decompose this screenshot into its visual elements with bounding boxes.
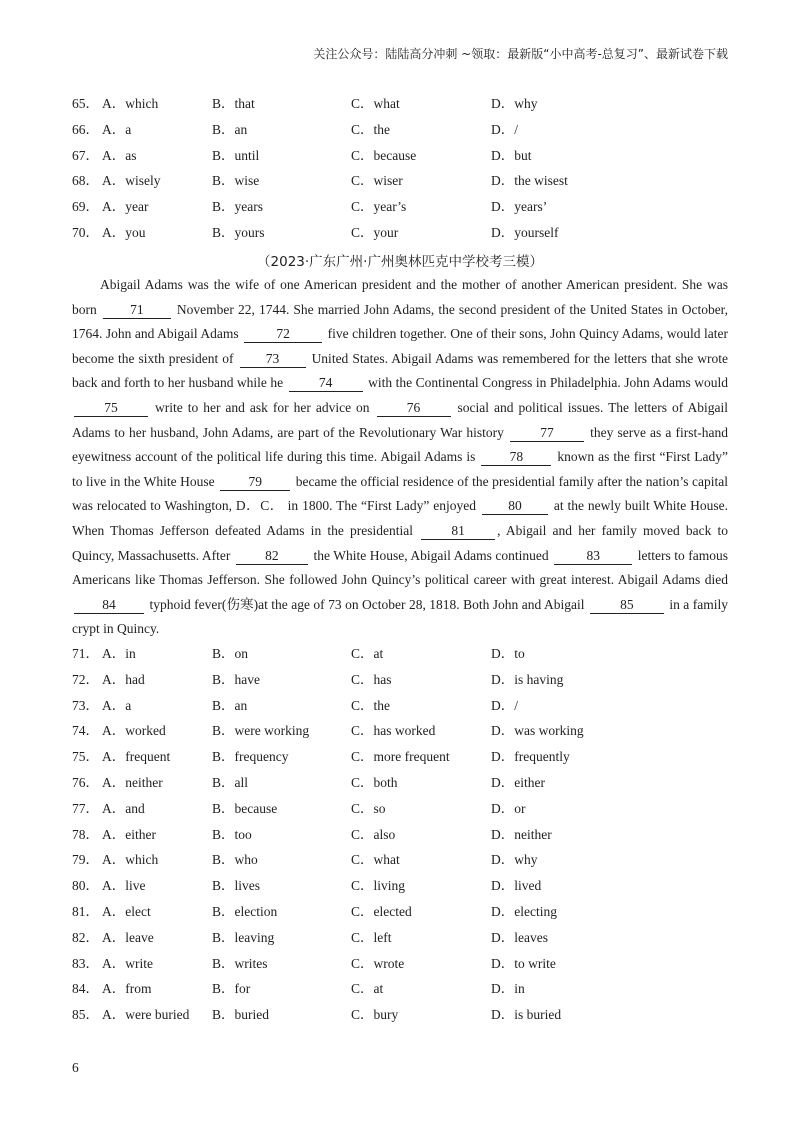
- options-list-top: [72, 91, 732, 246]
- question-options-row: [72, 770, 732, 796]
- question-options-row: [72, 1002, 732, 1028]
- option-b: B．all: [212, 774, 248, 790]
- option-c: C．has: [351, 671, 392, 687]
- question-options-row: [72, 220, 732, 246]
- option-a: A．which: [102, 96, 159, 111]
- question-number: 69．: [72, 199, 99, 215]
- question-options-row: [72, 873, 732, 899]
- option-b: B．until: [212, 147, 260, 163]
- option-d: D．why: [491, 96, 538, 111]
- question-number: 71．: [72, 646, 99, 661]
- question-number: 79．: [72, 852, 99, 868]
- option-c: C．also: [351, 826, 396, 842]
- question-options-row: [72, 899, 732, 925]
- option-c: C．more frequent: [351, 749, 450, 765]
- option-c: C．what: [351, 852, 400, 868]
- option-b: B．election: [212, 903, 278, 919]
- option-c: C．year’s: [351, 199, 407, 215]
- question-number: 73．: [72, 697, 99, 713]
- blank-83: 83: [554, 548, 632, 565]
- option-c: C．the: [351, 697, 390, 713]
- option-a: A．wisely: [102, 173, 161, 189]
- blank-77: 77: [510, 425, 584, 442]
- option-a: A．and: [102, 800, 145, 816]
- blank-78: 78: [481, 449, 551, 466]
- option-a: A．live: [102, 878, 146, 894]
- question-options-row: [72, 847, 732, 873]
- blank-73: 73: [240, 351, 306, 368]
- question-options-row: [72, 925, 732, 951]
- question-options-row: [72, 91, 732, 117]
- question-number: 70．: [72, 224, 99, 240]
- question-number: 84．: [72, 981, 99, 997]
- question-number: 77．: [72, 800, 99, 816]
- option-b: B．an: [212, 697, 248, 713]
- exam-source: （2023·广东广州·广州奥林匹克中学校考三模）: [257, 254, 543, 270]
- question-number: 80．: [72, 878, 99, 894]
- option-b: B．yours: [212, 224, 265, 240]
- question-options-row: [72, 667, 732, 693]
- question-number: 76．: [72, 774, 99, 790]
- option-b: B．lives: [212, 878, 261, 894]
- option-b: B．leaving: [212, 929, 275, 945]
- option-c: C．bury: [351, 1007, 399, 1023]
- option-b: B．on: [212, 646, 249, 661]
- option-a: A．write: [102, 955, 153, 971]
- option-c: C．at: [351, 981, 384, 997]
- question-number: 66．: [72, 121, 99, 137]
- question-options-row: [72, 796, 732, 822]
- blank-72: 72: [244, 326, 322, 343]
- question-options-row: [72, 822, 732, 848]
- option-d: D．yourself: [491, 224, 559, 240]
- option-a: A．worked: [102, 723, 166, 739]
- option-b: B．buried: [212, 1007, 269, 1023]
- blank-82: 82: [236, 548, 308, 565]
- question-options-row: [72, 641, 732, 667]
- question-number: 83．: [72, 955, 99, 971]
- option-c: C．your: [351, 224, 399, 240]
- option-d: D．leaves: [491, 929, 548, 945]
- option-b: B．because: [212, 800, 278, 816]
- option-b: B．writes: [212, 955, 268, 971]
- option-c: C．both: [351, 774, 398, 790]
- option-a: A．you: [102, 224, 146, 240]
- option-d: D．to write: [491, 955, 556, 971]
- option-a: A．from: [102, 981, 152, 997]
- option-d: D．neither: [491, 826, 552, 842]
- option-c: C．left: [351, 929, 392, 945]
- option-a: A．in: [102, 646, 136, 661]
- blank-74: 74: [289, 375, 363, 392]
- option-d: D．is having: [491, 671, 564, 687]
- option-d: D．or: [491, 800, 526, 816]
- option-d: D．/: [491, 121, 518, 137]
- option-d: D．/: [491, 697, 518, 713]
- option-c: C．living: [351, 878, 406, 894]
- question-number: 78．: [72, 826, 99, 842]
- option-b: B．were working: [212, 723, 310, 739]
- page-header: 关注公众号：陆陆高分冲刺 ~领取：最新版“小中高考-总复习”、最新试卷下载: [313, 47, 728, 61]
- option-c: C．so: [351, 800, 386, 816]
- question-options-row: [72, 194, 732, 220]
- question-options-row: [72, 693, 732, 719]
- option-a: A．a: [102, 121, 132, 137]
- blank-75: 75: [74, 400, 148, 417]
- question-number: 82．: [72, 929, 99, 945]
- option-a: A．elect: [102, 903, 151, 919]
- page-number: 6: [72, 1060, 79, 1075]
- option-d: D．but: [491, 147, 532, 163]
- question-number: 67．: [72, 147, 99, 163]
- option-b: B．too: [212, 826, 252, 842]
- option-d: D．electing: [491, 903, 557, 919]
- option-d: D．in: [491, 981, 525, 997]
- question-number: 74．: [72, 723, 99, 739]
- option-a: A．neither: [102, 774, 163, 790]
- option-d: D．frequently: [491, 749, 570, 765]
- option-a: A．a: [102, 697, 132, 713]
- option-d: D．lived: [491, 878, 542, 894]
- blank-81: 81: [421, 523, 495, 540]
- option-c: C．what: [351, 96, 400, 111]
- blank-85: 85: [590, 597, 664, 614]
- option-c: C．because: [351, 147, 417, 163]
- blank-76: 76: [377, 400, 451, 417]
- option-b: B．for: [212, 981, 251, 997]
- option-d: D．the wisest: [491, 173, 568, 189]
- question-number: 65．: [72, 96, 99, 111]
- option-b: B．wise: [212, 173, 260, 189]
- blank-71: 71: [103, 302, 171, 319]
- option-a: A．had: [102, 671, 145, 687]
- question-options-row: [72, 117, 732, 143]
- question-options-row: [72, 718, 732, 744]
- option-d: D．to: [491, 646, 525, 661]
- question-number: 68．: [72, 173, 99, 189]
- option-c: C．has worked: [351, 723, 436, 739]
- question-options-row: [72, 976, 732, 1002]
- question-number: 85．: [72, 1007, 99, 1023]
- option-d: D．why: [491, 852, 538, 868]
- option-a: A．were buried: [102, 1007, 190, 1023]
- option-a: A．either: [102, 826, 156, 842]
- blank-84: 84: [74, 597, 144, 614]
- option-b: B．years: [212, 199, 263, 215]
- question-number: 75．: [72, 749, 99, 765]
- option-c: C．wrote: [351, 955, 405, 971]
- option-a: A．which: [102, 852, 159, 868]
- option-d: D．was working: [491, 723, 584, 739]
- question-number: 81．: [72, 903, 99, 919]
- question-options-row: [72, 744, 732, 770]
- option-d: D．years’: [491, 199, 548, 215]
- option-b: B．that: [212, 96, 255, 111]
- option-d: D．either: [491, 774, 545, 790]
- option-c: C．the: [351, 121, 390, 137]
- option-d: D．is buried: [491, 1007, 562, 1023]
- option-c: C．elected: [351, 903, 412, 919]
- blank-79: 79: [220, 474, 290, 491]
- question-options-row: [72, 951, 732, 977]
- blank-80: 80: [482, 498, 548, 515]
- options-list-bottom: [72, 641, 732, 1028]
- option-c: C．at: [351, 646, 384, 661]
- option-b: B．who: [212, 852, 258, 868]
- option-a: A．leave: [102, 929, 154, 945]
- question-number: 72．: [72, 671, 99, 687]
- option-c: C．wiser: [351, 173, 403, 189]
- option-a: A．as: [102, 147, 137, 163]
- option-b: B．frequency: [212, 749, 289, 765]
- option-b: B．an: [212, 121, 248, 137]
- option-a: A．frequent: [102, 749, 171, 765]
- question-options-row: [72, 143, 732, 169]
- option-a: A．year: [102, 199, 149, 215]
- passage: Abigail Adams was the wife of one American president and the mother of another American president. She was born 71 November 22, 1744. She married John Adams, the second president of the United States in October, 1764. John and Abigail Adams 72 five children together. One of their sons, John Quincy Adams, would later become the sixth president of 73 United States. Abigail Adams was remembered for the letters that she wrote back and forth to her husband while he 74 with the Continental Congress in Philadelphia. John Adams would 75 write to her and ask for her advice on 76 social and political issues. The letters of Abigail Adams to her husband, John Adams, are part of the Revolutionary War history 77 they serve as a first-hand eyewitness account of the political life during this time. Abigail Adams is 78 known as the first “First Lady” to live in the White House 79 became the official residence of the presidential family after the nation’s capital was relocated to Washington, D．C． in 1800. The “First Lady” enjoyed 80 at the newly built White House. When Thomas Jefferson defeated Adams in the presidential 81 , Abigail and her family moved back to Quincy, Massachusetts. After 82 the White House, Abigail Adams continued 83 letters to famous Americans like Thomas Jefferson. She followed John Quincy’s political career with great interest. Abigail Adams died 84 typhoid fever(伤寒)at the age of 73 on October 28, 1818. Both John and Abigail 85 in a family crypt in Quincy.: [72, 277, 729, 637]
- option-b: B．have: [212, 671, 260, 687]
- question-options-row: [72, 168, 732, 194]
